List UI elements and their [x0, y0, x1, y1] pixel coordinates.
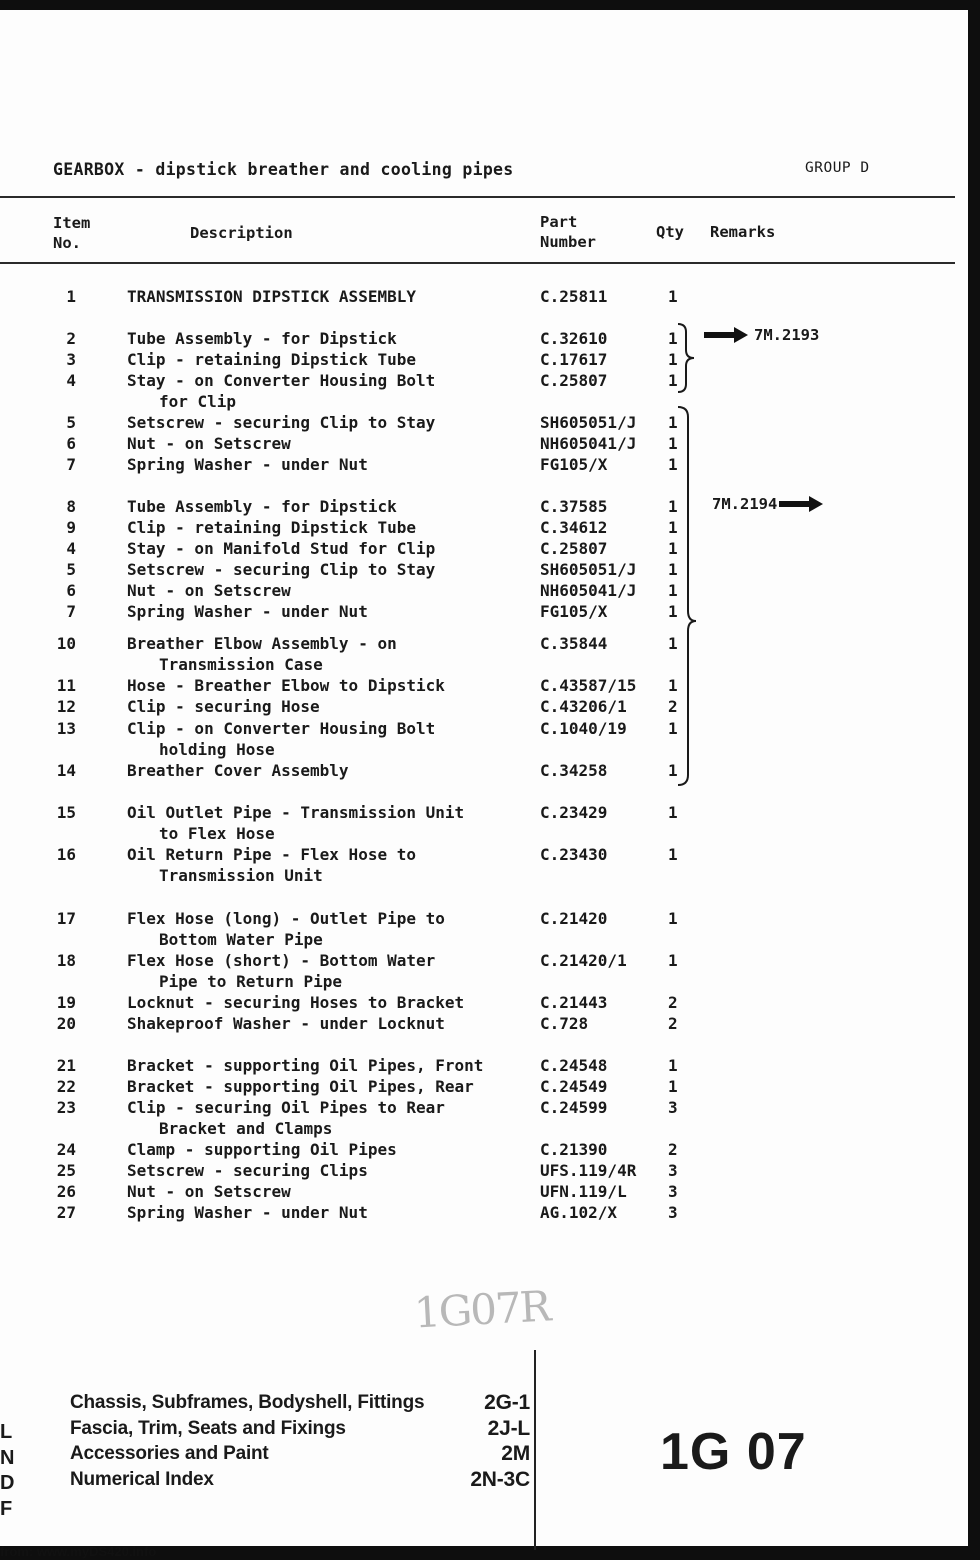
part-number: C.43587/15 — [540, 676, 637, 695]
item-number: 10 — [56, 634, 76, 653]
part-number: C.25807 — [540, 371, 608, 390]
part-number: C.43206/1 — [540, 697, 627, 716]
part-number: UFN.119/L — [540, 1182, 627, 1201]
item-number: 2 — [66, 329, 76, 348]
remark-second-text: 7M.2194 — [712, 495, 778, 513]
remark-first-text: 7M.2193 — [754, 326, 820, 344]
item-description: Bottom Water Pipe — [159, 930, 323, 949]
part-number: C.23430 — [540, 845, 608, 864]
quantity: 1 — [668, 413, 678, 432]
column-remarks: Remarks — [710, 223, 776, 241]
item-description: Spring Washer - under Nut — [127, 455, 368, 474]
column-part-line1: Part — [540, 213, 578, 231]
item-number: 16 — [56, 845, 76, 864]
quantity: 1 — [668, 602, 678, 621]
part-number: C.25811 — [540, 287, 608, 306]
footer-index-code: 2N-3C — [470, 1467, 530, 1491]
quantity: 2 — [668, 1140, 678, 1159]
part-number: FG105/X — [540, 455, 608, 474]
item-number: 19 — [56, 993, 76, 1012]
column-item — [53, 213, 90, 253]
part-number: C.34612 — [540, 518, 608, 537]
item-description: Hose - Breather Elbow to Dipstick — [127, 676, 445, 695]
item-description: to Flex Hose — [159, 824, 275, 843]
item-number: 11 — [56, 676, 76, 695]
item-description: Clip - retaining Dipstick Tube — [127, 350, 416, 369]
part-number: C.21390 — [540, 1140, 608, 1159]
part-number: C.24599 — [540, 1098, 608, 1117]
item-description: Setscrew - securing Clips — [127, 1161, 368, 1180]
item-description: Tube Assembly - for Dipstick — [127, 329, 397, 348]
item-description: Setscrew - securing Clip to Stay — [127, 413, 436, 432]
quantity: 1 — [668, 371, 678, 390]
footer-index-label: Fascia, Trim, Seats and Fixings — [70, 1417, 346, 1439]
part-number: C.21420 — [540, 909, 608, 928]
item-description: Clamp - supporting Oil Pipes — [127, 1140, 397, 1159]
part-number: AG.102/X — [540, 1203, 618, 1222]
remark-first — [704, 326, 819, 344]
column-part-line2: Number — [540, 233, 596, 251]
quantity: 1 — [668, 539, 678, 558]
brace-group-1 — [676, 322, 700, 394]
margin-letters — [0, 1420, 14, 1522]
part-number: C.24549 — [540, 1077, 608, 1096]
item-description: Stay - on Converter Housing Bolt — [127, 371, 436, 390]
item-description: Breather Cover Assembly — [127, 761, 349, 780]
footer-index-row — [70, 1390, 530, 1416]
remark-second — [712, 495, 811, 513]
footer-index-label: Chassis, Subframes, Bodyshell, Fittings — [70, 1392, 425, 1413]
source-credit: from: www.myDS420.info — [0, 1544, 157, 1559]
part-number: C.32610 — [540, 329, 608, 348]
item-description: for Clip — [159, 392, 237, 411]
quantity: 2 — [668, 993, 678, 1012]
margin-letter: L — [0, 1421, 13, 1443]
quantity: 1 — [668, 803, 678, 822]
quantity: 3 — [668, 1161, 678, 1180]
part-number: NH605041/J — [540, 434, 637, 453]
quantity: 1 — [668, 909, 678, 928]
item-number: 4 — [66, 539, 76, 558]
item-number: 7 — [66, 602, 76, 621]
item-description: Spring Washer - under Nut — [127, 602, 368, 621]
part-number: FG105/X — [540, 602, 608, 621]
quantity: 1 — [668, 455, 678, 474]
fiche-number: 1G 07 — [660, 1423, 807, 1481]
item-number: 13 — [56, 719, 76, 738]
item-number: 18 — [56, 951, 76, 970]
quantity: 1 — [668, 1077, 678, 1096]
part-number: SH605051/J — [540, 413, 637, 432]
item-description: Nut - on Setscrew — [127, 434, 291, 453]
part-number: C.35844 — [540, 634, 608, 653]
part-number: UFS.119/4R — [540, 1161, 637, 1180]
item-description: Clip - securing Hose — [127, 697, 320, 716]
footer-index-label: Numerical Index — [70, 1468, 214, 1490]
footer-index-row — [70, 1416, 530, 1442]
item-description: Nut - on Setscrew — [127, 1182, 291, 1201]
item-description: Pipe to Return Pipe — [159, 972, 343, 991]
quantity: 3 — [668, 1203, 678, 1222]
quantity: 2 — [668, 697, 678, 716]
arrow-right-icon — [704, 332, 736, 338]
item-description: Breather Elbow Assembly - on — [127, 634, 397, 653]
quantity: 1 — [668, 761, 678, 780]
item-number: 9 — [66, 518, 76, 537]
item-number: 23 — [56, 1098, 76, 1117]
item-description: Clip - retaining Dipstick Tube — [127, 518, 416, 537]
item-description: Tube Assembly - for Dipstick — [127, 497, 397, 516]
quantity: 2 — [668, 1014, 678, 1033]
item-number: 26 — [56, 1182, 76, 1201]
column-item-line1: Item — [53, 214, 91, 232]
part-number: C.21420/1 — [540, 951, 627, 970]
quantity: 1 — [668, 518, 678, 537]
quantity: 1 — [668, 434, 678, 453]
part-number: C.24548 — [540, 1056, 608, 1075]
item-description: Stay - on Manifold Stud for Clip — [127, 539, 436, 558]
quantity: 3 — [668, 1182, 678, 1201]
item-number: 4 — [66, 371, 76, 390]
item-number: 15 — [56, 803, 76, 822]
page-title: GEARBOX - dipstick breather and cooling pipes — [53, 160, 514, 179]
part-number: C.37585 — [540, 497, 608, 516]
quantity: 1 — [668, 845, 678, 864]
quantity: 1 — [668, 634, 678, 653]
item-description: Nut - on Setscrew — [127, 581, 291, 600]
item-number: 21 — [56, 1056, 76, 1075]
item-description: Clip - on Converter Housing Bolt — [127, 719, 436, 738]
item-description: Locknut - securing Hoses to Bracket — [127, 993, 465, 1012]
quantity: 1 — [668, 719, 678, 738]
part-number: C.34258 — [540, 761, 608, 780]
item-number: 3 — [66, 350, 76, 369]
item-description: Transmission Case — [159, 655, 323, 674]
part-number: C.17617 — [540, 350, 608, 369]
handwritten-stamp: 1G07R — [412, 1281, 551, 1338]
column-qty: Qty — [656, 223, 684, 241]
column-description: Description — [190, 224, 293, 242]
item-number: 6 — [66, 581, 76, 600]
item-number: 5 — [66, 560, 76, 579]
item-description: Spring Washer - under Nut — [127, 1203, 368, 1222]
arrow-right-icon — [779, 501, 811, 507]
part-number: C.25807 — [540, 539, 608, 558]
item-number: 20 — [56, 1014, 76, 1033]
footer-index-row — [70, 1441, 530, 1467]
item-description: Bracket - supporting Oil Pipes, Rear — [127, 1077, 474, 1096]
item-description: TRANSMISSION DIPSTICK ASSEMBLY — [127, 287, 416, 306]
footer-divider — [534, 1350, 536, 1550]
margin-letter: D — [0, 1472, 15, 1494]
item-description: Transmission Unit — [159, 866, 323, 885]
item-description: Setscrew - securing Clip to Stay — [127, 560, 436, 579]
item-number: 22 — [56, 1077, 76, 1096]
item-description: holding Hose — [159, 740, 275, 759]
header-bottom-rule — [0, 262, 955, 264]
quantity: 3 — [668, 1098, 678, 1117]
item-description: Shakeproof Washer - under Locknut — [127, 1014, 445, 1033]
footer-index-code: 2G-1 — [484, 1391, 530, 1414]
margin-letter: F — [0, 1497, 13, 1520]
part-number: NH605041/J — [540, 581, 637, 600]
part-number: SH605051/J — [540, 560, 637, 579]
footer-index-label: Accessories and Paint — [70, 1443, 269, 1464]
item-number: 14 — [56, 761, 76, 780]
item-description: Clip - securing Oil Pipes to Rear — [127, 1098, 445, 1117]
footer-index-row — [70, 1467, 530, 1493]
item-number: 25 — [56, 1161, 76, 1180]
footer-index-code: 2J-L — [487, 1416, 530, 1440]
margin-letter: N — [0, 1446, 15, 1469]
quantity: 1 — [668, 581, 678, 600]
item-description: Oil Outlet Pipe - Transmission Unit — [127, 803, 465, 822]
quantity: 1 — [668, 560, 678, 579]
quantity: 1 — [668, 676, 678, 695]
part-number: C.728 — [540, 1014, 589, 1033]
footer-index — [70, 1390, 530, 1492]
quantity: 1 — [668, 350, 678, 369]
item-number: 1 — [66, 287, 76, 306]
footer-index-code: 2M — [501, 1442, 530, 1465]
column-item-line2: No. — [53, 234, 81, 252]
item-number: 17 — [56, 909, 76, 928]
quantity: 1 — [668, 1056, 678, 1075]
quantity: 1 — [668, 329, 678, 348]
item-description: Flex Hose (long) - Outlet Pipe to — [127, 909, 445, 928]
item-description: Oil Return Pipe - Flex Hose to — [127, 845, 416, 864]
item-number: 12 — [56, 697, 76, 716]
item-description: Bracket - supporting Oil Pipes, Front — [127, 1056, 484, 1075]
part-number: C.23429 — [540, 803, 608, 822]
item-number: 6 — [66, 434, 76, 453]
item-number: 24 — [56, 1140, 76, 1159]
item-number: 27 — [56, 1203, 76, 1222]
group-label: GROUP D — [805, 160, 870, 176]
quantity: 1 — [668, 951, 678, 970]
item-number: 8 — [66, 497, 76, 516]
item-description: Bracket and Clamps — [159, 1119, 333, 1138]
part-number: C.1040/19 — [540, 719, 627, 738]
quantity: 1 — [668, 497, 678, 516]
item-number: 7 — [66, 455, 76, 474]
header-top-rule — [0, 196, 955, 198]
item-number: 5 — [66, 413, 76, 432]
quantity: 1 — [668, 287, 678, 306]
item-description: Flex Hose (short) - Bottom Water — [127, 951, 436, 970]
part-number: C.21443 — [540, 993, 608, 1012]
column-part-number — [540, 212, 596, 252]
brace-group-2 — [676, 405, 700, 787]
